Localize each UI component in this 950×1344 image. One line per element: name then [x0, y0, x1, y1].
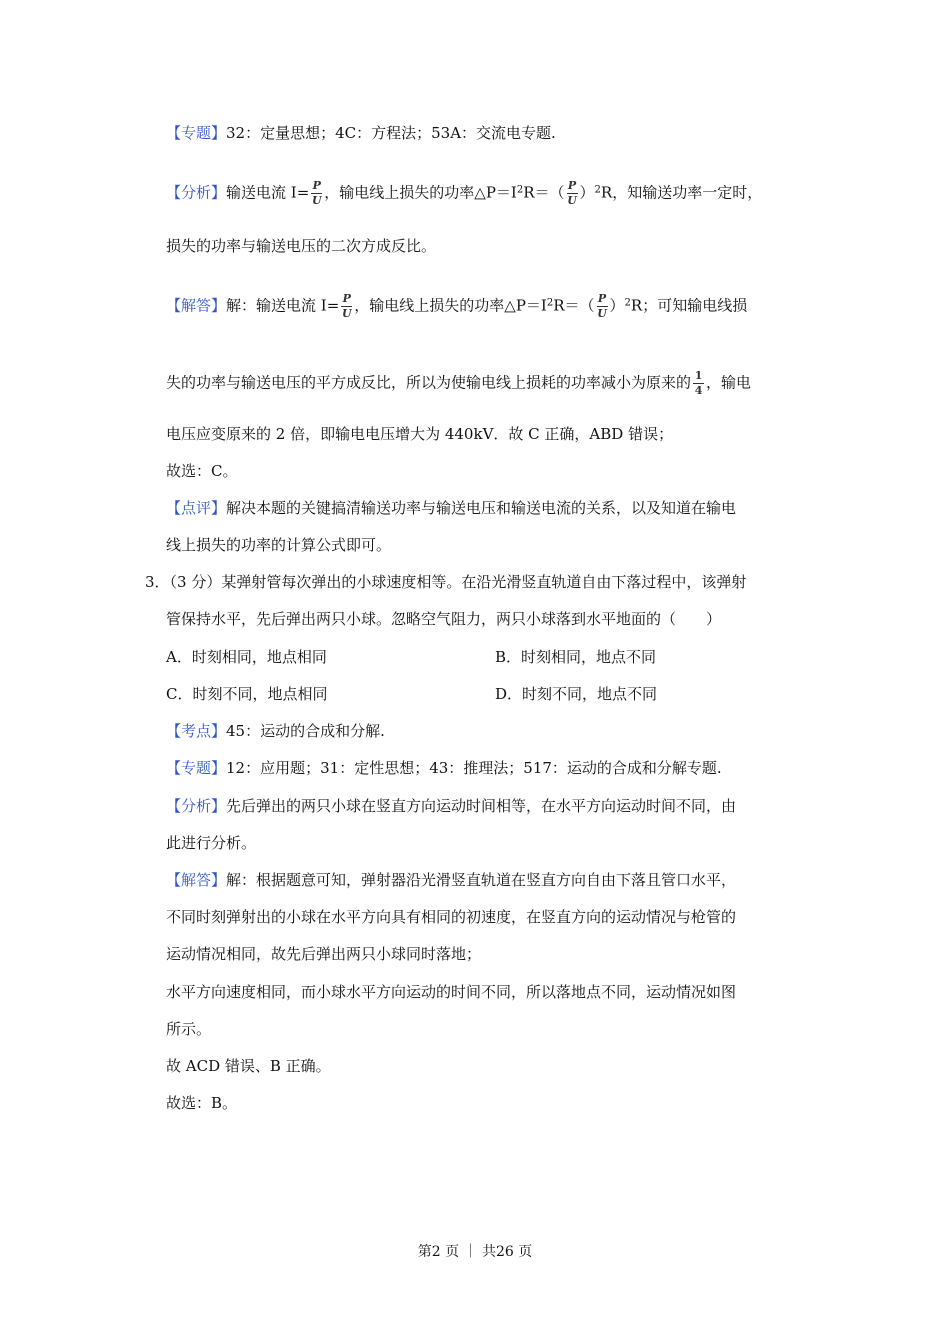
jieda-text: 解：根据题意可知，弹射器沿光滑竖直轨道在竖直方向自由下落且管口水平， [226, 871, 737, 889]
zhuanti-text: 32：定量思想；4C：方程法；53A：交流电专题. [226, 124, 556, 142]
jieda-text-c: R＝（ [553, 296, 595, 315]
jieda-text-b: ，输电线上损失的功率△P＝I [354, 296, 547, 315]
fenxi-text-b: ，输电线上损失的功率△P＝I [324, 183, 517, 202]
q3-jieda-line6: 故 ACD 错误、B 正确。 [166, 1057, 331, 1075]
superscript-2: 2 [516, 184, 524, 196]
q2-jieda-line3: 电压应变原来的 2 倍，即输电电压增大为 440kV．故 C 正确，ABD 错误； [166, 425, 674, 443]
page-number: 第2 页 ｜ 共26 页 [417, 1244, 533, 1260]
q3-stem-line1: 3．（3 分）某弹射管每次弹出的小球速度相等。在沿光滑竖直轨道自由下落过程中，该弹射 [145, 573, 747, 591]
tag-jieda: 【解答】 [166, 871, 227, 889]
fraction-one-quarter: $\frac{1}{4}$ [694, 369, 703, 397]
fraction-p-over-u: $\frac{P}{U}$ [597, 292, 607, 320]
q2-jieda-line1 [166, 293, 747, 320]
tag-fenxi: 【分析】 [166, 183, 227, 202]
q2-jieda-line2 [166, 370, 751, 397]
tag-fenxi: 【分析】 [166, 797, 227, 815]
fenxi-text-e: R，知输送功率一定时， [600, 183, 763, 202]
tag-zhuanti: 【专题】 [166, 759, 227, 777]
zhuanti-text: 12：应用题；31：定性思想；43：推理法；517：运动的合成和分解专题. [226, 759, 722, 777]
dianping-text: 解决本题的关键搞清输送功率与输送电压和输送电流的关系，以及知道在输电 [226, 499, 737, 517]
jieda-text-e: R；可知输电线损 [630, 296, 748, 315]
q2-guxuan: 故选：C。 [166, 462, 238, 480]
fenxi-text-a: 输送电流 I= [226, 183, 310, 202]
tag-zhuanti: 【专题】 [166, 124, 227, 142]
q2-fenxi-line1 [166, 180, 762, 207]
fraction-p-over-u: $\frac{P}{U}$ [567, 179, 577, 207]
q3-fenxi-line2: 此进行分析。 [166, 834, 257, 852]
q2-dianping-line1 [166, 498, 736, 518]
tag-jieda: 【解答】 [166, 296, 227, 315]
q3-guxuan: 故选：B。 [166, 1094, 238, 1112]
tag-dianping: 【点评】 [166, 499, 227, 517]
q3-kaodian [166, 721, 385, 741]
q3-stem-line2: 管保持水平，先后弹出两只小球。忽略空气阻力，两只小球落到水平地面的（ ） [166, 610, 722, 628]
q3-jieda-line2: 不同时刻弹射出的小球在水平方向具有相同的初速度，在竖直方向的运动情况与枪管的 [166, 908, 737, 926]
option-b: B．时刻相同，地点不同 [495, 648, 657, 666]
q3-fenxi-line1 [166, 796, 736, 816]
tag-kaodian: 【考点】 [166, 722, 227, 740]
q3-zhuanti [166, 758, 722, 778]
q2-dianping-line2: 线上损失的功率的计算公式即可。 [166, 536, 392, 554]
option-c: C．时刻不同，地点相同 [166, 685, 328, 703]
superscript-2: 2 [546, 297, 554, 309]
kaodian-text: 45：运动的合成和分解. [226, 722, 385, 740]
q3-jieda-line4: 水平方向速度相同，而小球水平方向运动的时间不同，所以落地点不同，运动情况如图 [166, 983, 737, 1001]
superscript-2: 2 [594, 184, 601, 196]
fraction-p-over-u: $\frac{P}{U}$ [341, 292, 352, 320]
q3-jieda-line3: 运动情况相同，故先后弹出两只小球同时落地； [166, 945, 482, 963]
q3-jieda-line5: 所示。 [166, 1020, 212, 1038]
jieda-line2-b: ，输电 [706, 373, 752, 392]
jieda-text-a: 解：输送电流 I= [226, 296, 340, 315]
q2-zhuanti [166, 123, 556, 143]
fenxi-text: 先后弹出的两只小球在竖直方向运动时间相等，在水平方向运动时间不同，由 [226, 797, 737, 815]
q3-jieda-line1 [166, 870, 736, 890]
option-d: D．时刻不同，地点不同 [495, 685, 658, 703]
option-a: A．时刻相同，地点相同 [166, 648, 327, 666]
jieda-text-d: ） [609, 296, 625, 315]
q2-fenxi-line2: 损失的功率与输送电压的二次方成反比。 [166, 237, 437, 255]
fraction-p-over-u: $\frac{P}{U}$ [311, 179, 322, 207]
superscript-2: 2 [624, 297, 631, 309]
jieda-line2-a: 失的功率与输送电压的平方成反比，所以为使输电线上损耗的功率减小为原来的 [166, 373, 692, 392]
fenxi-text-d: ） [579, 183, 595, 202]
fenxi-text-c: R＝（ [523, 183, 565, 202]
